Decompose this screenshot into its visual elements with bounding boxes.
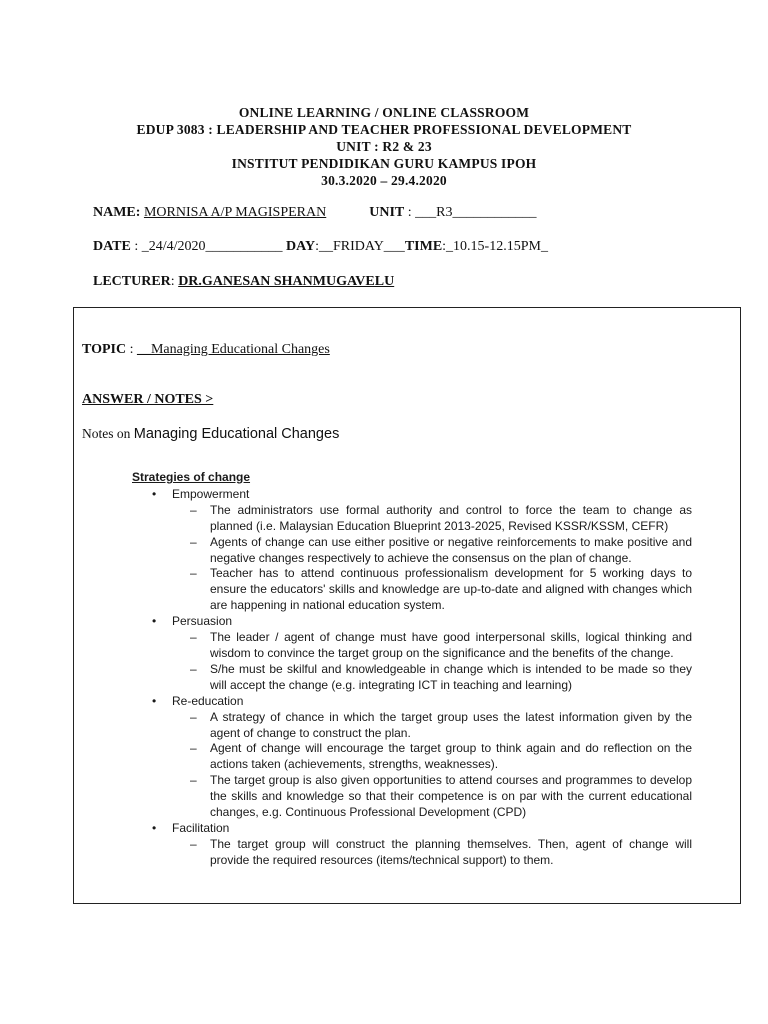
list-item: – Teacher has to attend continuous professionalism development for 5 working days to ensure the educators' skills and knowledge are up-to-date and aligned with changes which are happening in national education system. [132,566,692,614]
header-line-2: EDUP 3083 : LEADERSHIP AND TEACHER PROFESSIONAL DEVELOPMENT [136,122,632,137]
unit-value: ___R3____________ [415,205,537,220]
name-unit-row [93,205,537,221]
unit-separator: : [404,205,416,220]
time-value: _10.15-12.15PM_ [446,239,548,254]
notes-title-line [82,426,339,442]
strategies-title: Strategies of change [132,470,251,484]
date-value: _24/4/2020___________ [141,239,283,254]
day-label: DAY [282,239,316,254]
strategies-content [132,470,692,869]
name-value: MORNISA A/P MAGISPERAN [143,205,327,220]
list-item: – The target group is also given opportunities to attend courses and programmes to develop the skills and knowledge so that their competence is on par with the current educational changes, e.g. Continuous Professional Development (CPD) [132,773,692,821]
notes-title: Managing Educational Changes [133,426,340,442]
list-item: – Agents of change can use either positive or negative reinforcements to make positive and negative changes respectively to achieve the consensus on the plan of change. [132,535,692,567]
list-item: – S/he must be skilful and knowledgeable in change which is intended to be made so they will accept the change (e.g. integrating ICT in teaching and learning) [132,662,692,694]
lecturer-row [93,274,394,290]
topic-value: __Managing Educational Changes [136,342,330,357]
category-facilitation: • Facilitation [132,821,692,837]
header-line-5: 30.3.2020 – 29.4.2020 [321,173,447,188]
header-line-4: INSTITUT PENDIDIKAN GURU KAMPUS IPOH [231,156,537,171]
list-item: – The target group will construct the planning themselves. Then, agent of change will provide the required resources (items/technical support) to them. [132,837,692,869]
topic-separator: : [126,342,137,357]
answer-box [73,307,741,904]
header-line-1: ONLINE LEARNING / ONLINE CLASSROOM [238,105,530,120]
day-separator: : [315,239,319,254]
list-item: – The administrators use formal authority and control to force the team to change as planned (i.e. Malaysian Education Blueprint 2013-2025, Revised KSSR/KSSM, CEFR) [132,503,692,535]
header-line-3: UNIT : R2 & 23 [336,139,432,154]
category-re-education: • Re-education [132,694,692,710]
topic-label: TOPIC [82,342,127,357]
list-item: – A strategy of chance in which the target group uses the latest information given by the agent of change to construct the plan. [132,710,692,742]
list-item: – Agent of change will encourage the target group to think again and do reflection on the actions taken (achievements, strengths, weaknesses). [132,741,692,773]
date-day-time-row [93,239,548,255]
document-header [0,104,768,189]
lecturer-label: LECTURER [93,274,171,289]
unit-label: UNIT [369,205,405,220]
answer-notes-heading: ANSWER / NOTES > [82,392,214,407]
category-persuasion: • Persuasion [132,614,692,630]
list-item: – The leader / agent of change must have good interpersonal skills, logical thinking and wisdom to convince the target group on the significance and the benefits of the change. [132,630,692,662]
day-value: __FRIDAY___ [318,239,405,254]
topic-line [82,342,330,358]
notes-prefix: Notes on [82,426,134,441]
time-separator: : [442,239,447,254]
name-label: NAME: [93,205,141,220]
time-label: TIME [404,239,443,254]
date-label: DATE [93,239,131,254]
category-empowerment: • Empowerment [132,487,692,503]
lecturer-separator: : [170,274,179,289]
lecturer-value: DR.GANESAN SHANMUGAVELU [178,274,395,289]
date-separator: : [130,239,142,254]
